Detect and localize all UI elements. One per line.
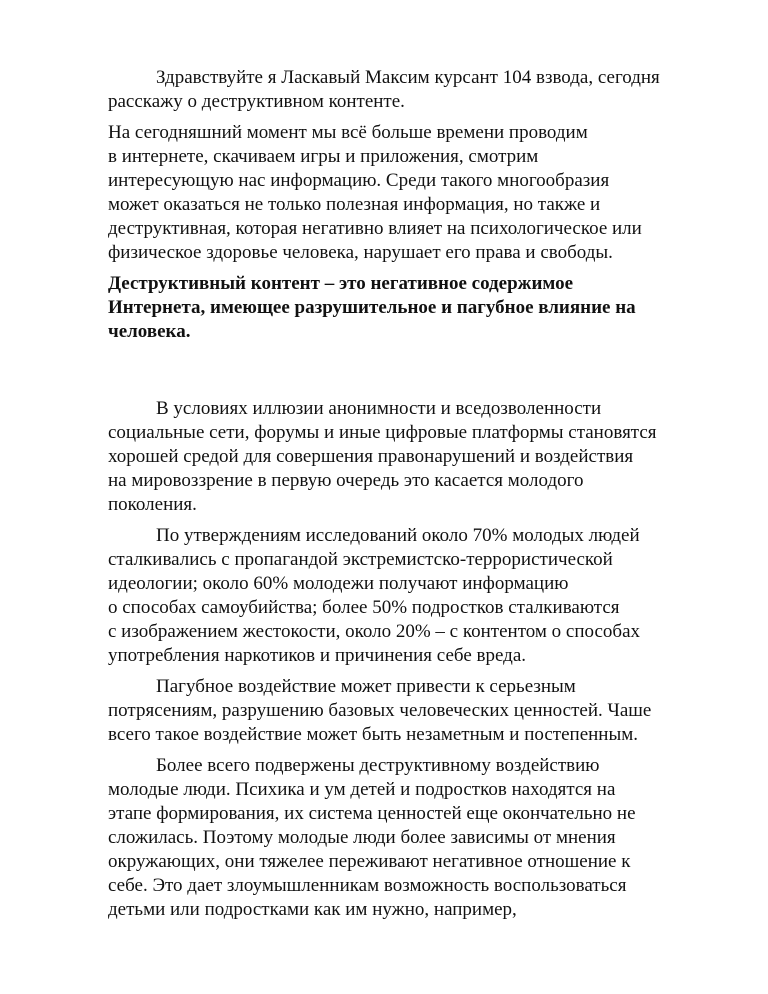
text-line: окружающих, они тяжелее переживают негативное отношение к [108,851,631,872]
text-line: детьми или подростками как им нужно, например, [108,899,517,920]
paragraph-anonymity [108,397,720,517]
text-line: хорошей средой для совершения правонарушений и воздействия [108,446,634,467]
text-line: В условиях иллюзии анонимности и вседозволенности [156,398,602,419]
text-line: в интернете, скачиваем игры и приложения, смотрим [108,146,539,167]
text-line: физическое здоровье человека, нарушает его права и свободы. [108,242,613,263]
text-line: потрясениям, разрушению базовых человеческих ценностей. Чаше [108,700,652,721]
text-line: социальные сети, форумы и иные цифровые платформы становятся [108,422,657,443]
text-line: На сегодняшний момент мы всё больше времени проводим [108,122,588,143]
text-line: о способах самоубийства; более 50% подростков сталкиваются [108,597,620,618]
paragraph-internet-usage [108,121,720,265]
paragraph-harmful-impact [108,675,720,747]
text-line: Деструктивный контент – это негативное содержимое [108,273,574,294]
text-line: деструктивная, которая негативно влияет на психологическое или [108,218,642,239]
text-line: употребления наркотиков и причинения себе вреда. [108,645,526,666]
text-line: Здравствуйте я Ласкавый Максим курсант 104 взвода, сегодня [156,67,660,88]
text-line: Интернета, имеющее разрушительное и пагубное влияние на [108,297,636,318]
text-line: может оказаться не только полезная информация, но также и [108,194,601,215]
paragraph-definition [108,272,720,344]
document-page [108,66,720,929]
text-line: себе. Это дает злоумышленникам возможность воспользоваться [108,875,627,896]
blank-gap [108,351,720,397]
paragraph-greeting [108,66,720,114]
text-line: сталкивались с пропагандой экстремистско-террористической [108,549,613,570]
paragraph-statistics [108,524,720,668]
paragraph-youth-vulnerability [108,754,720,922]
text-line: Пагубное воздействие может привести к серьезным [156,676,576,697]
text-line: этапе формирования, их система ценностей еще окончательно не [108,803,636,824]
text-line: с изображением жестокости, около 20% – с контентом о способах [108,621,641,642]
text-line: на мировоззрение в первую очередь это касается молодого [108,470,584,491]
text-line: всего такое воздействие может быть незаметным и постепенным. [108,724,639,745]
text-line: человека. [108,321,191,342]
text-line: сложилась. Поэтому молодые люди более зависимы от мнения [108,827,616,848]
text-line: идеологии; около 60% молодежи получают информацию [108,573,569,594]
text-line: расскажу о деструктивном контенте. [108,91,405,112]
text-line: По утверждениям исследований около 70% молодых людей [156,525,640,546]
text-line: интересующую нас информацию. Среди такого многообразия [108,170,610,191]
text-line: Более всего подвержены деструктивному воздействию [156,755,600,776]
text-line: поколения. [108,494,197,515]
text-line: молодые люди. Психика и ум детей и подростков находятся на [108,779,616,800]
